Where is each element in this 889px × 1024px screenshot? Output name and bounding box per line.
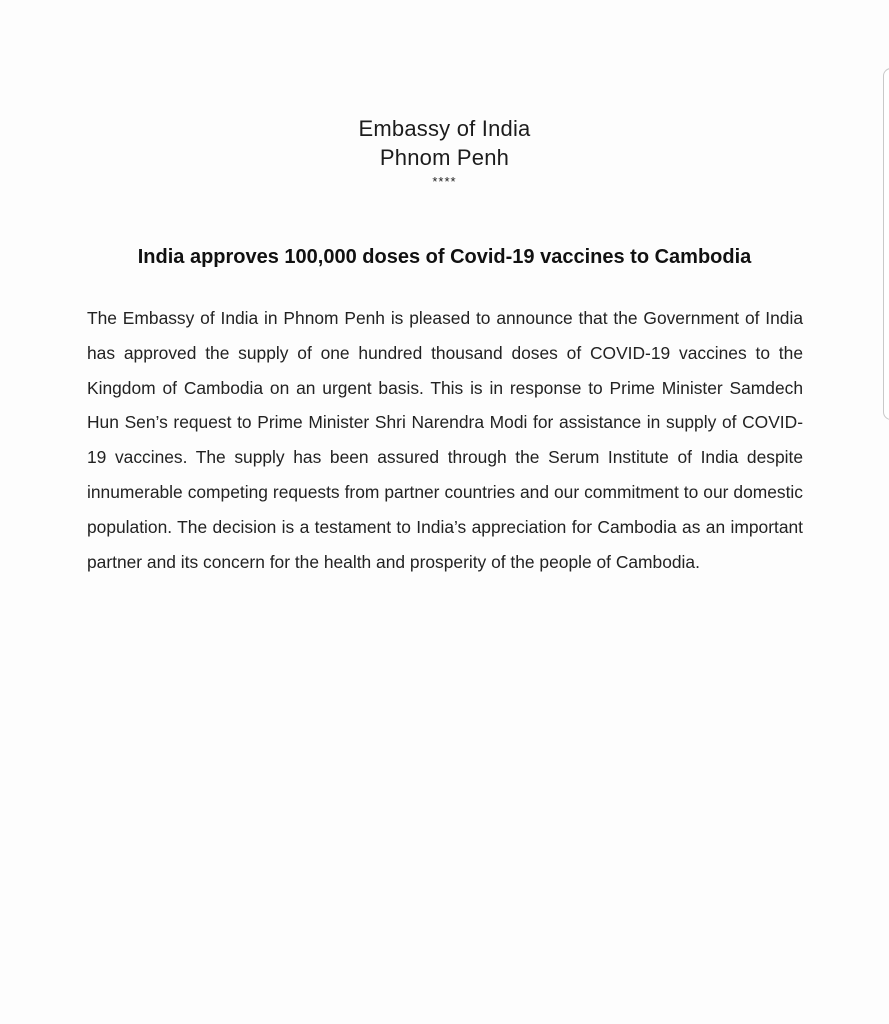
press-release-body: The Embassy of India in Phnom Penh is pleased to announce that the Government of India has approved the supply of one hundred thousand doses of COVID-19 vaccines to the Kingdom of Cambodia on an urgent basis. This is in response to Prime Minister Samdech Hun Sen’s request to Prime Minister Shri Narendra Modi for assistance in supply of COVID-19 vaccines. The supply has been assured through the Serum Institute of India despite innumerable competing requests from partner countries and our commitment to our domestic population. The decision is a testament to India’s appreciation for Cambodia as an important partner and its concern for the health and prosperity of the people of Cambodia. (87, 308, 803, 572)
asterisk-separator: **** (432, 174, 457, 189)
organization-name: Embassy of India (358, 116, 531, 141)
city-name: Phnom Penh (379, 145, 510, 170)
press-release-headline: India approves 100,000 doses of Covid-19 vaccines to Cambodia (137, 246, 752, 268)
letterhead (0, 114, 889, 190)
scrollbar-edge[interactable] (883, 68, 889, 420)
